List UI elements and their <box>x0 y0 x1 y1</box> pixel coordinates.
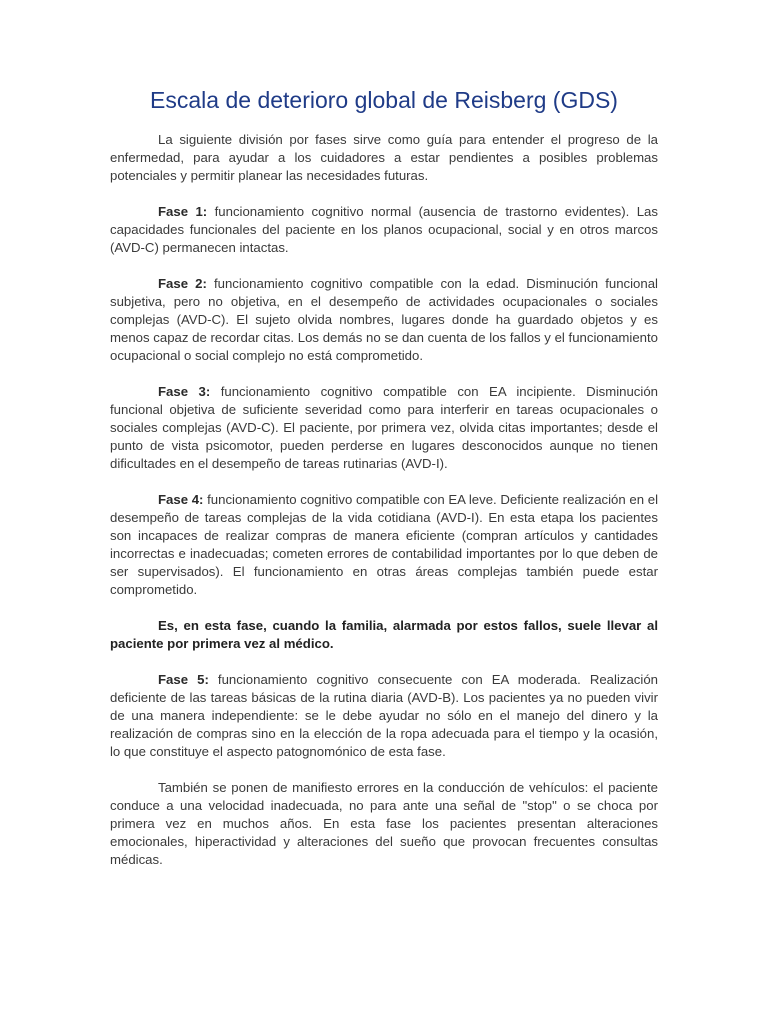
paragraph-text: funcionamiento cognitivo compatible con la edad. Disminución funcional subjetiva, pero no objetiva, en el desempeño de actividades ocupacionales o sociales complejas (AVD-C). El sujeto olvida nombres, lugares donde ha guardado objetos y es menos capaz de recordar citas. Los demás no se dan cuenta de los fallos y el funcionamiento ocupacional o social complejo no está comprometido. <box>110 276 658 363</box>
phase-label: Fase 5: <box>158 672 209 687</box>
paragraph-text: funcionamiento cognitivo compatible con EA leve. Deficiente realización en el desempeño de tareas complejas de la vida cotidiana (AVD-I). En esta etapa los pacientes son incapaces de realizar compras de manera eficiente (compran artículos y cantidades incorrectas e inadecuadas; cometen errores de contabilidad importantes por lo que deben de ser supervisados). El funcionamiento en otras áreas complejas también puede estar comprometido. <box>110 492 658 597</box>
paragraph-text: La siguiente división por fases sirve como guía para entender el progreso de la enfermedad, para ayudar a los cuidadores a estar pendientes a posibles problemas potenciales y permitir planear las necesidades futuras. <box>110 132 658 183</box>
phase-3-paragraph <box>110 383 658 473</box>
highlight-paragraph <box>110 617 658 653</box>
intro-paragraph <box>110 131 658 185</box>
phase-label: Fase 4: <box>158 492 204 507</box>
paragraph-text: funcionamiento cognitivo normal (ausencia de trastorno evidentes). Las capacidades funcionales del paciente en los planos ocupacional, social y en otros marcos (AVD-C) permanecen intactas. <box>110 204 658 255</box>
phase-label: Fase 1: <box>158 204 208 219</box>
paragraph-text: funcionamiento cognitivo consecuente con EA moderada. Realización deficiente de las tareas básicas de la rutina diaria (AVD-B). Los pacientes ya no pueden vivir de una manera independiente: se le debe ayudar no sólo en el manejo del dinero y la realización de compras sino en la elección de la ropa adecuada para el tiempo y la ocasión, lo que constituye el aspecto patognomónico de esta fase. <box>110 672 658 759</box>
phase-label: Fase 2: <box>158 276 207 291</box>
phase-4-paragraph <box>110 491 658 599</box>
phase-label: Fase 3: <box>158 384 211 399</box>
page-title: Escala de deterioro global de Reisberg (GDS) <box>150 87 618 113</box>
paragraph-text: También se ponen de manifiesto errores en la conducción de vehículos: el paciente conduce a una velocidad inadecuada, no para ante una señal de "stop" o se choca por primera vez en muchos años. En esta fase los pacientes presentan alteraciones emocionales, hiperactividad y alteraciones del sueño que provocan frecuentes consultas médicas. <box>110 780 658 867</box>
phase-5-paragraph <box>110 671 658 761</box>
paragraph-text: Es, en esta fase, cuando la familia, alarmada por estos fallos, suele llevar al paciente por primera vez al médico. <box>110 618 658 651</box>
phase-1-paragraph <box>110 203 658 257</box>
continuation-paragraph <box>110 779 658 869</box>
paragraph-text: funcionamiento cognitivo compatible con EA incipiente. Disminución funcional objetiva de suficiente severidad como para interferir en tareas ocupacionales o sociales complejas (AVD-C). El paciente, por primera vez, olvida citas importantes; desde el punto de vista psicomotor, pueden perderse en lugares desconocidos aunque no tienen dificultades en el desempeño de tareas rutinarias (AVD-I). <box>110 384 659 471</box>
phase-2-paragraph <box>110 275 658 365</box>
document-body <box>110 131 658 887</box>
